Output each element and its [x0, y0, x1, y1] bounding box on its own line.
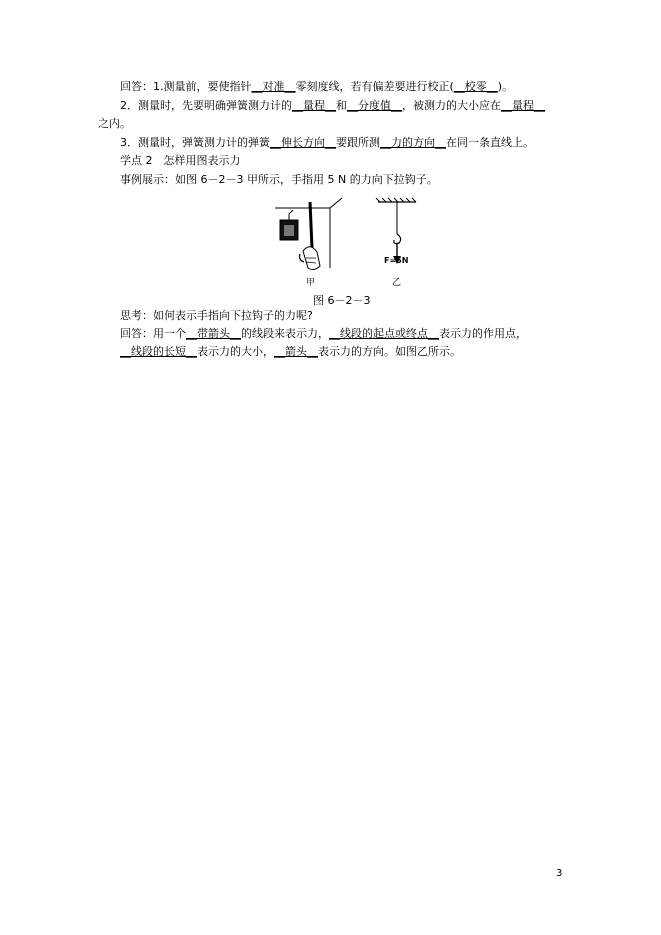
answer2-line2 [120, 345, 461, 359]
text: 表示力的方向。如图乙所示。 [318, 345, 461, 358]
answer1-line [120, 80, 513, 94]
blank-answer: __量程__ [292, 99, 336, 112]
item2-line1 [120, 99, 545, 113]
text: 2．测量时，先要明确弹簧测力计的 [120, 99, 292, 112]
text: 的线段来表示力， [241, 327, 329, 340]
text: 回答：用一个 [120, 327, 186, 340]
blank-answer: __线段的起点或终点__ [329, 327, 439, 340]
text: 在同一条直线上。 [446, 136, 534, 149]
item3-line [120, 136, 534, 150]
text: 和 [336, 99, 347, 112]
text: )。 [497, 80, 514, 93]
blank-answer: __校零__ [453, 80, 498, 93]
text: 表示力的大小， [197, 345, 274, 358]
text: 回答：1.测量前，要使指针 [120, 80, 252, 93]
text: 要跟所测 [336, 136, 380, 149]
text: ，被测力的大小应在 [402, 99, 501, 112]
text: 之内。 [98, 117, 131, 130]
force-label: F=5N [384, 256, 409, 265]
blank-answer: __量程__ [501, 99, 545, 112]
label-jia: 甲 [306, 278, 316, 288]
item2-line2 [98, 117, 131, 131]
answer2-line1 [120, 327, 527, 341]
text: 3．测量时，弹簧测力计的弹簧 [120, 136, 270, 149]
blank-answer: __对准__ [251, 80, 296, 93]
figure-drawing [270, 196, 430, 290]
text: 零刻度线，若有偏差要进行校正( [295, 80, 454, 93]
example-text: 事例展示：如图 6－2－3 甲所示，手指用 5 N 的力向下拉钩子。 [120, 173, 438, 186]
blank-answer: __伸长方向__ [270, 136, 336, 149]
blank-answer: __线段的长短__ [120, 345, 197, 358]
blank-answer: __箭头__ [274, 345, 318, 358]
think-question: 思考：如何表示手指向下拉钩子的力呢? [120, 309, 313, 322]
label-yi: 乙 [392, 278, 402, 288]
blank-answer: __力的方向__ [380, 136, 446, 149]
blank-answer: __分度值__ [347, 99, 402, 112]
page-number: 3 [556, 868, 563, 879]
blank-answer: __带箭头__ [186, 327, 241, 340]
text: 表示力的作用点， [439, 327, 527, 340]
figure-caption: 图 6－2－3 [313, 294, 371, 307]
section-heading: 学点 2 怎样用图表示力 [120, 154, 241, 167]
figure-6-2-3 [270, 196, 430, 290]
